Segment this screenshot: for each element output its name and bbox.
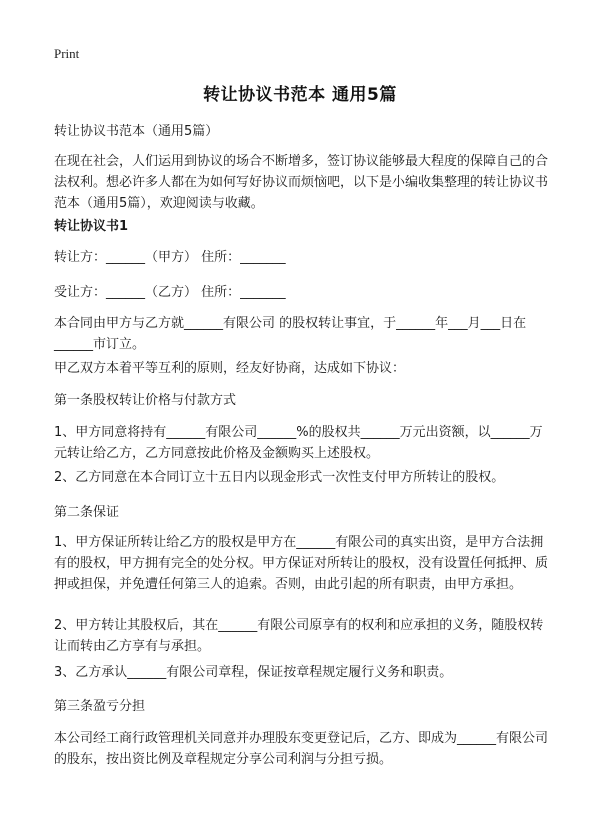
article1-heading: 第一条股权转让价格与付款方式 <box>54 393 237 408</box>
article3-item1: 本公司经工商行政管理机关同意并办理股东变更登记后，乙方、即成为______有限公司的股东，按出资比例及章程规定分享公司利润与分担亏损。 <box>54 731 549 767</box>
article1-item1: 1、甲方同意将持有______有限公司______%的股权共______万元出资额，以______万元转让给乙方，乙方同意按此价格及金额购买上述股权。 <box>54 425 543 461</box>
article2-item3: 3、乙方承认______有限公司章程，保证按章程规定履行义务和职责。 <box>54 665 453 680</box>
page-title: 转让协议书范本 通用5篇 <box>203 85 397 105</box>
section-heading: 转让协议书1 <box>54 219 129 234</box>
principle-paragraph: 甲乙双方本着平等互利的原则，经友好协商，达成如下协议： <box>54 361 406 376</box>
transferee-line: 受让方：______（乙方） 住所：_______ <box>54 285 286 300</box>
agreement-paragraph: 本合同由甲方与乙方就______有限公司 的股权转让事宜，于______年___月___日在______市订立。 <box>54 316 527 352</box>
article1-item2: 2、乙方同意在本合同订立十五日内以现金形式一次性支付甲方所转让的股权。 <box>54 470 505 485</box>
print-link[interactable]: Print <box>54 46 80 61</box>
article2-item2: 2、甲方转让其股权后，其在______有限公司原享有的权利和应承担的义务，随股权转让而转由乙方享有与承担。 <box>54 618 544 654</box>
transferor-line: 转让方：______（甲方） 住所：_______ <box>54 250 286 265</box>
intro-paragraph: 在现在社会，人们运用到协议的场合不断增多，签订协议能够最大程度的保障自己的合法权利。想必许多人都在为如何写好协议而烦恼吧，以下是小编收集整理的转让协议书范本（通用5篇），欢迎阅读与收藏。 <box>54 154 549 211</box>
article3-heading: 第三条盈亏分担 <box>54 699 146 714</box>
article2-item1: 1、甲方保证所转让给乙方的股权是甲方在______有限公司的真实出资，是甲方合法拥有的股权，甲方拥有完全的处分权。甲方保证对所转让的股权，没有设置任何抵押、质押或担保，并免遭任何第三人的追索。否则，由此引起的所有职责，由甲方承担。 <box>54 535 549 592</box>
subtitle: 转让协议书范本（通用5篇） <box>54 124 219 139</box>
article2-heading: 第二条保证 <box>54 505 120 520</box>
